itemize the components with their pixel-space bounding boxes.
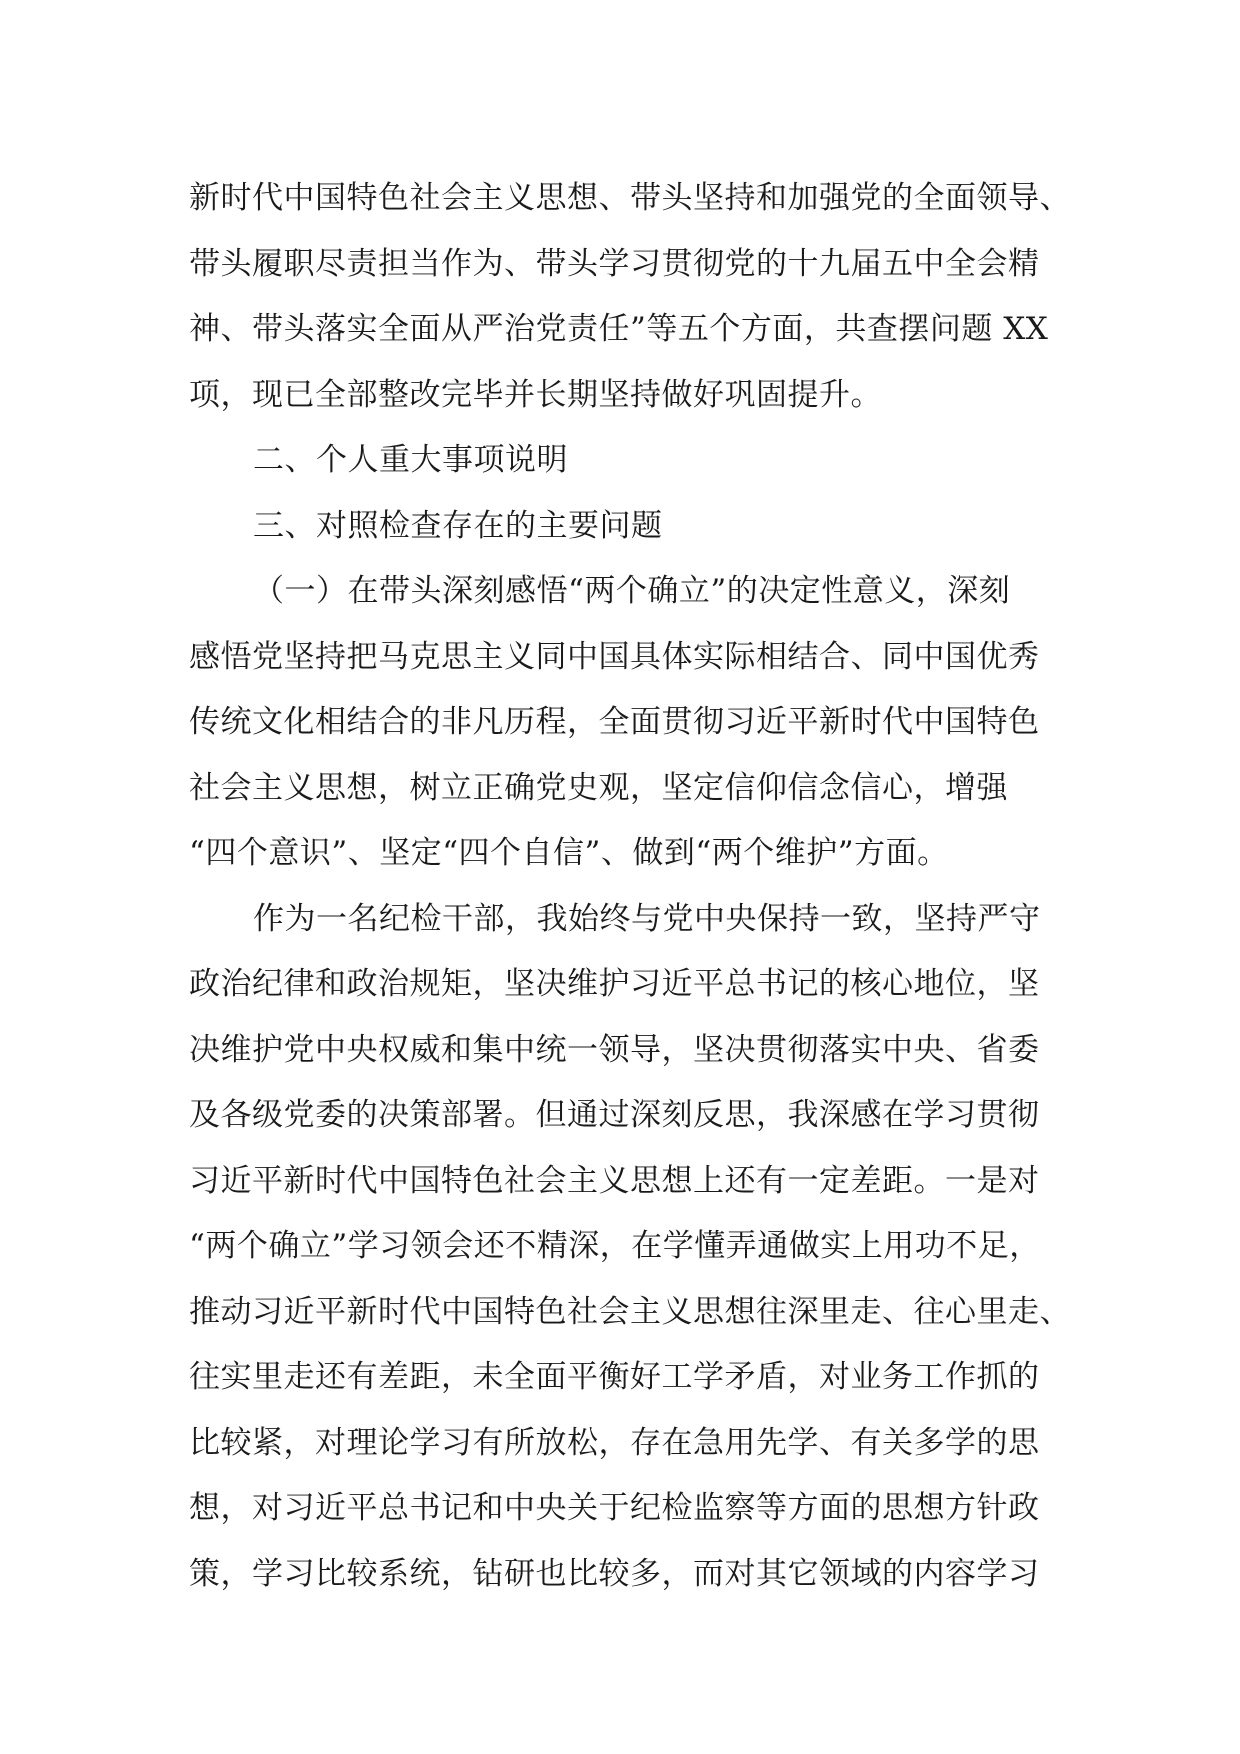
- text-line: 比较紧，对理论学习有所放松，存在急用先学、有关多学的思: [189, 1424, 1040, 1461]
- text-line: 往实里走还有差距，未全面平衡好工学矛盾，对业务工作抓的: [189, 1359, 1040, 1395]
- text-line: 社会主义思想，树立正确党史观，坚定信仰信念信心，增强: [189, 769, 1008, 806]
- text-line: 政治纪律和政治规矩，坚决维护习近平总书记的核心地位，坚: [189, 966, 1040, 1002]
- text-line: “四个意识”、坚定“四个自信”、做到“两个维护”方面。: [189, 835, 949, 871]
- text-line: 习近平新时代中国特色社会主义思想上还有一定差距。一是对: [189, 1162, 1040, 1199]
- text-line: 传统文化相结合的非凡历程，全面贯彻习近平新时代中国特色: [189, 704, 1040, 740]
- text-line: 新时代中国特色社会主义思想、带头坚持和加强党的全面领导、: [189, 180, 1071, 216]
- text-line: （一）在带头深刻感悟“两个确立”的决定性意义，深刻: [253, 573, 1011, 609]
- text-line: “两个确立”学习领会还不精深，在学懂弄通做实上用功不足，: [189, 1228, 1041, 1264]
- text-line: 策，学习比较系统，钻研也比较多，而对其它领域的内容学习: [189, 1555, 1040, 1592]
- text-line: 推动习近平新时代中国特色社会主义思想往深里走、往心里走、: [189, 1293, 1071, 1330]
- text-line: 决维护党中央权威和集中统一领导，坚决贯彻落实中央、省委: [189, 1031, 1040, 1068]
- text-line: 感悟党坚持把马克思主义同中国具体实际相结合、同中国优秀: [189, 638, 1040, 675]
- text-line: 带头履职尽责担当作为、带头学习贯彻党的十九届五中全会精: [189, 245, 1040, 282]
- text-line: 想，对习近平总书记和中央关于纪检监察等方面的思想方针政: [189, 1490, 1040, 1526]
- text-line: 神、带头落实全面从严治党责任”等五个方面，共查摆问题 XX: [189, 311, 1049, 347]
- text-line: 二、个人重大事项说明: [253, 442, 568, 478]
- text-line: 及各级党委的决策部署。但通过深刻反思，我深感在学习贯彻: [189, 1097, 1040, 1133]
- text-line: 作为一名纪检干部，我始终与党中央保持一致，坚持严守: [253, 900, 1041, 937]
- text-line: 三、对照检查存在的主要问题: [253, 507, 663, 544]
- document-body: [189, 166, 1069, 1607]
- text-line: 项，现已全部整改完毕并长期坚持做好巩固提升。: [189, 376, 882, 413]
